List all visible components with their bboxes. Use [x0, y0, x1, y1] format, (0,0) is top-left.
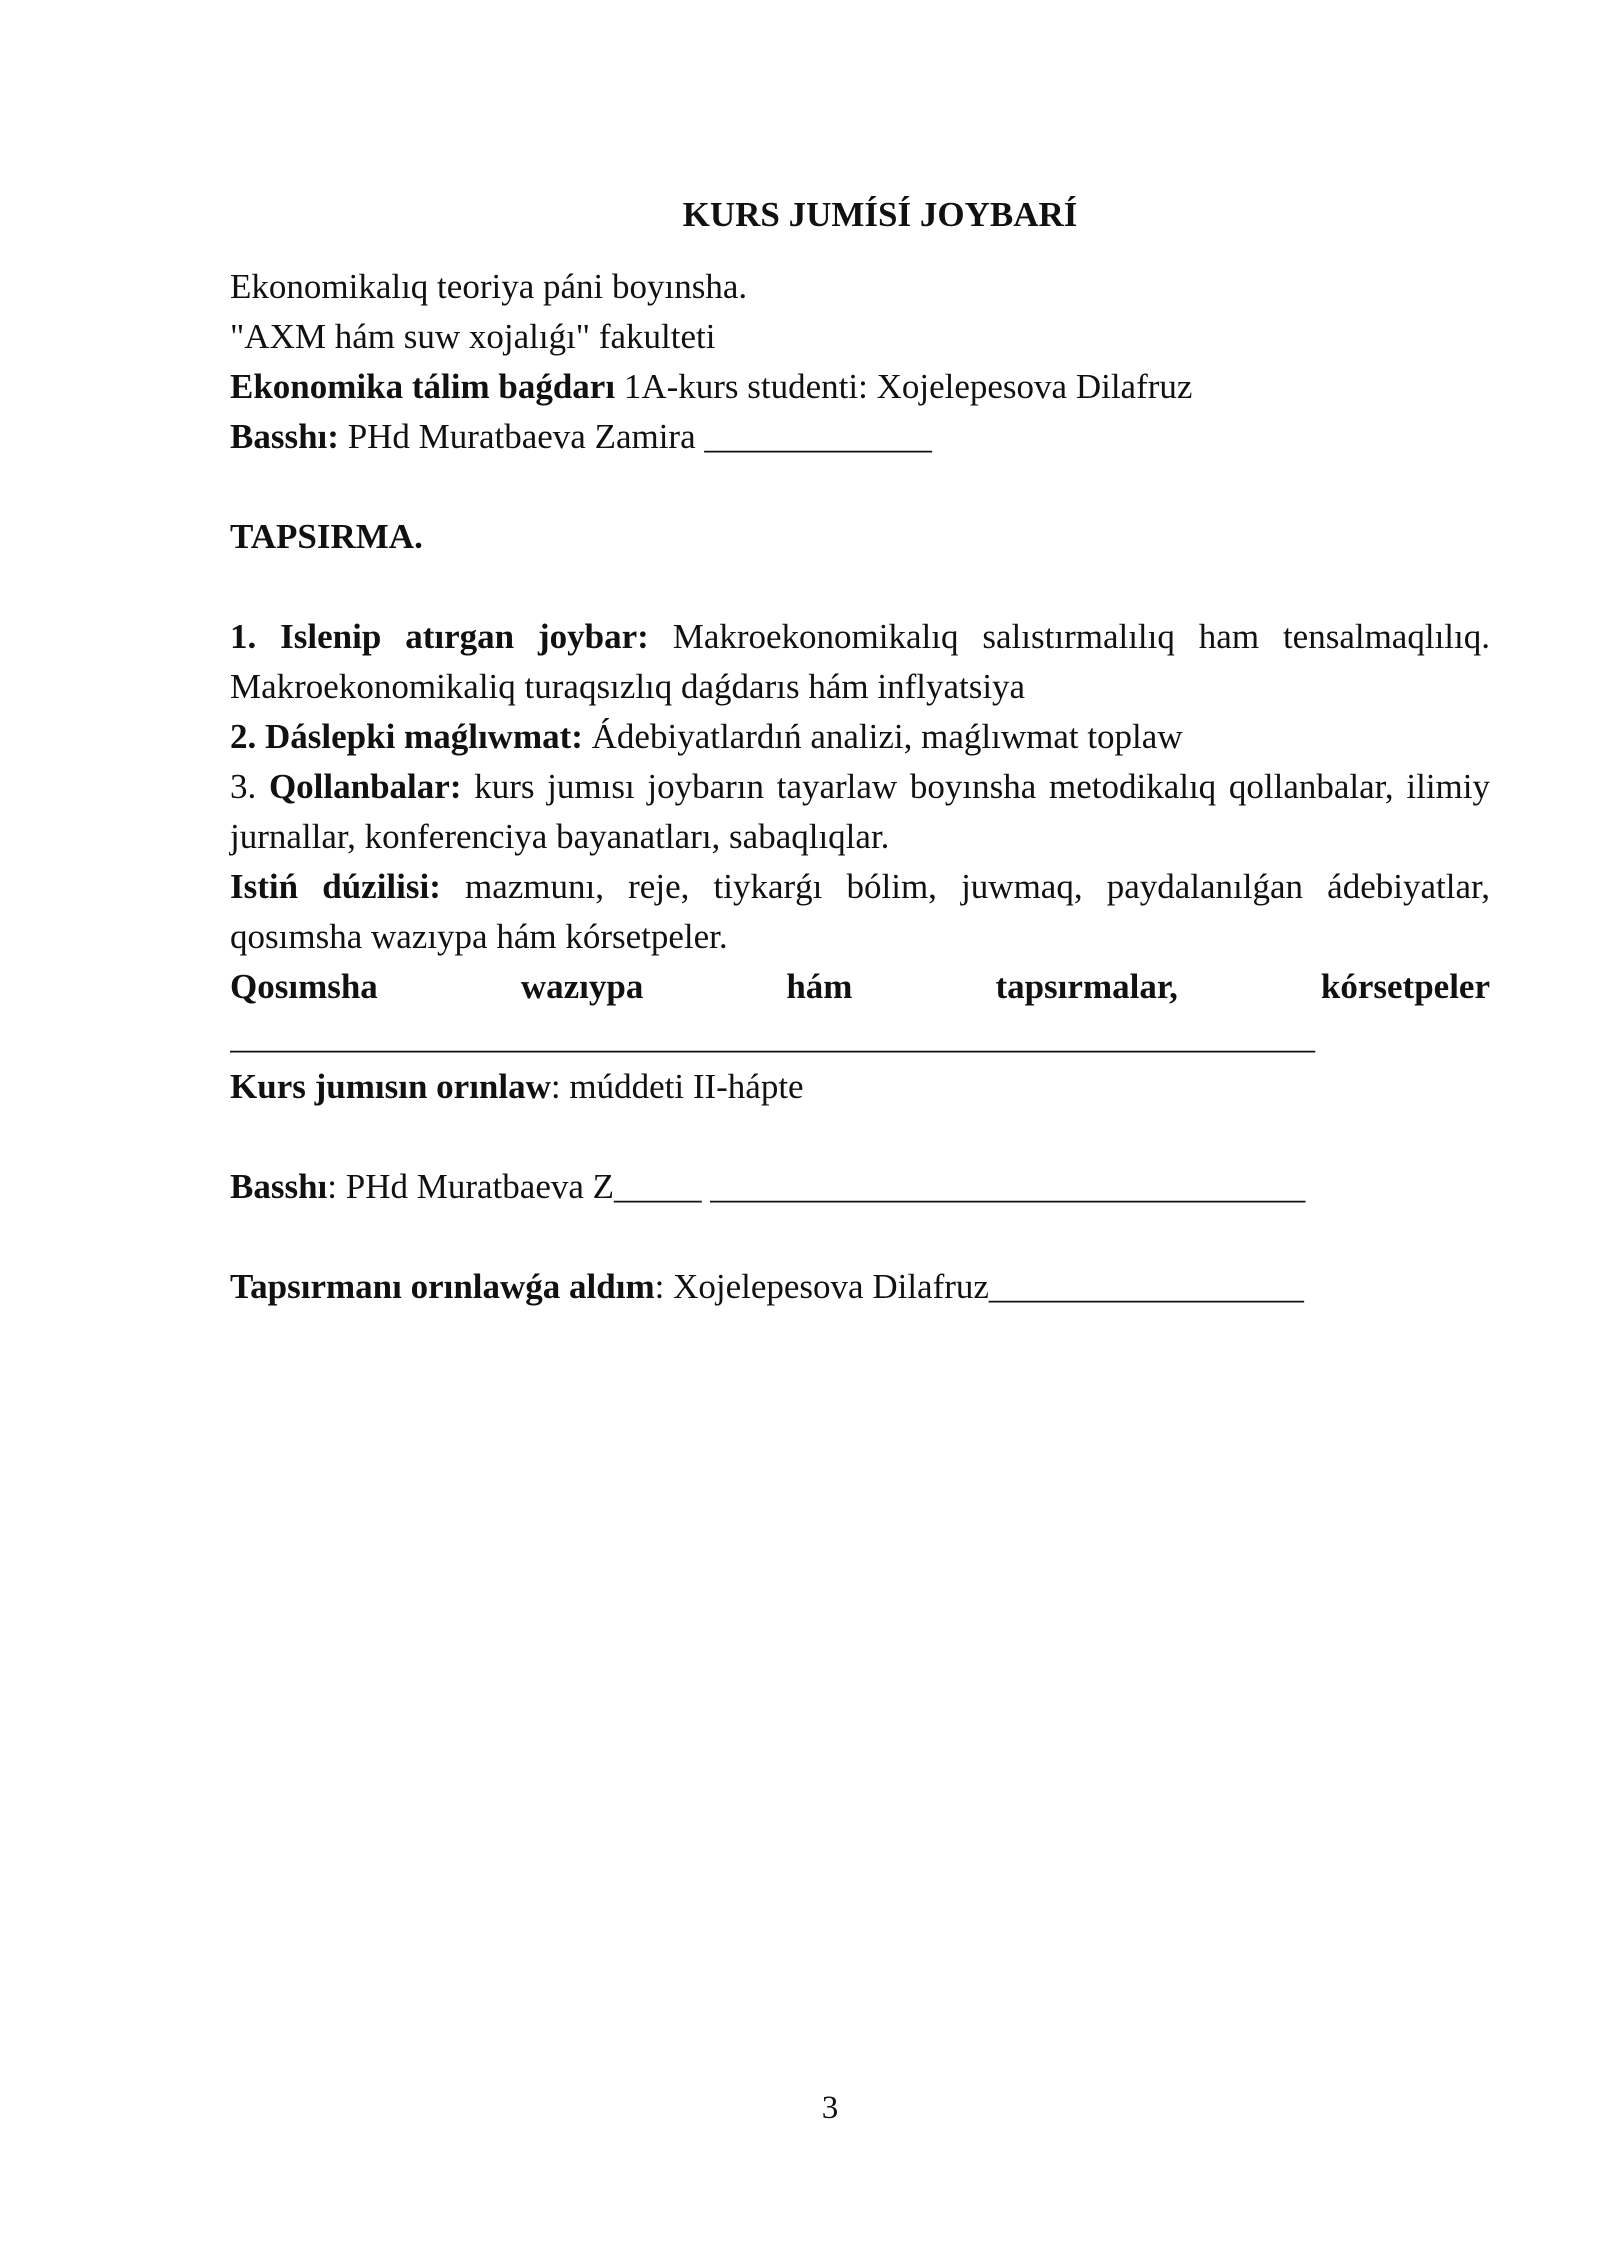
extra-word: tapsırmalar, — [995, 967, 1178, 1006]
student-text: 1A-kurs studenti: Xojelepesova Dilafruz — [615, 367, 1193, 406]
document-body — [230, 190, 1490, 1312]
extra-word: wazıypa — [520, 967, 644, 1006]
student-line — [230, 362, 1490, 412]
item-structure — [230, 862, 1490, 962]
subject-line — [230, 262, 1490, 312]
item-project-label: 1. Islenip atırgan joybar: — [230, 617, 649, 656]
head-text: PHd Muratbaeva Zamira _____________ — [338, 417, 932, 456]
item-manuals-number: 3. — [230, 767, 269, 806]
deadline-label: Kurs jumısın orınlaw — [230, 1067, 551, 1106]
supervisor-label: Basshı — [230, 1167, 328, 1206]
deadline-text: : múddeti II-hápte — [550, 1067, 804, 1106]
spacer — [230, 562, 1490, 612]
supervisor-signature-line — [230, 1162, 1490, 1212]
extra-word: hám — [786, 967, 853, 1006]
item-project — [230, 612, 1490, 712]
accepted-text: : Xojelepesova Dilafruz__________________ — [654, 1267, 1304, 1306]
extra-word: Qosımsha — [230, 967, 378, 1006]
faculty-text: "AXM hám suw xojalıǵı" fakulteti — [230, 317, 716, 356]
spacer — [230, 462, 1490, 512]
item-manuals-text: kurs jumısı joybarın tayarlaw boyınsha metodikalıq qollanbalar, ilimiy jurnallar, konferenciya bayanatları, sabaqlıqlar. — [230, 767, 1490, 856]
item-structure-text: mazmunı, reje, tiykarǵı bólim, juwmaq, paydalanılǵan ádebiyatlar, qosımsha wazıypa hám kórsetpeler. — [230, 867, 1490, 956]
task-heading: TAPSIRMA. — [230, 517, 423, 556]
item-initial-data-text: Ádebiyatlardıń analizi, maǵlıwmat toplaw — [582, 717, 1183, 756]
supervisor-text: : PHd Muratbaeva Z_____ __________________________________ — [327, 1167, 1306, 1206]
item-manuals-label: Qollanbalar: — [268, 767, 462, 806]
subject-text: Ekonomikalıq teoriya páni boyınsha. — [230, 267, 748, 306]
deadline-line — [230, 1062, 1490, 1112]
extra-tasks-line — [230, 962, 1490, 1012]
extra-word: kórsetpeler — [1320, 967, 1490, 1006]
item-initial-data-label: 2. Dáslepki maǵlıwmat: — [230, 717, 583, 756]
item-manuals — [230, 762, 1490, 862]
direction-label: Ekonomika tálim baǵdarı — [230, 367, 616, 406]
extra-tasks-blank-line: ______________________________________________________________ — [230, 1017, 1315, 1056]
head-label: Basshı: — [230, 417, 339, 456]
accepted-signature-line — [230, 1262, 1490, 1312]
item-structure-label: Istiń dúzilisi: — [230, 867, 441, 906]
item-initial-data — [230, 712, 1490, 762]
page-number: 3 — [821, 2090, 839, 2126]
faculty-line — [230, 312, 1490, 362]
head-line — [230, 412, 1490, 462]
spacer — [230, 1212, 1490, 1262]
document-title: KURS JUMÍSÍ JOYBARÍ — [682, 195, 1078, 234]
spacer — [230, 1112, 1490, 1162]
item-project-text: Makroekonomikalıq salıstırmalılıq ham tensalmaqlılıq. Makroekonomikaliq turaqsızlıq daǵdarıs hám inflyatsiya — [230, 617, 1490, 706]
accepted-label: Tapsırmanı orınlawǵa aldım — [230, 1267, 655, 1306]
